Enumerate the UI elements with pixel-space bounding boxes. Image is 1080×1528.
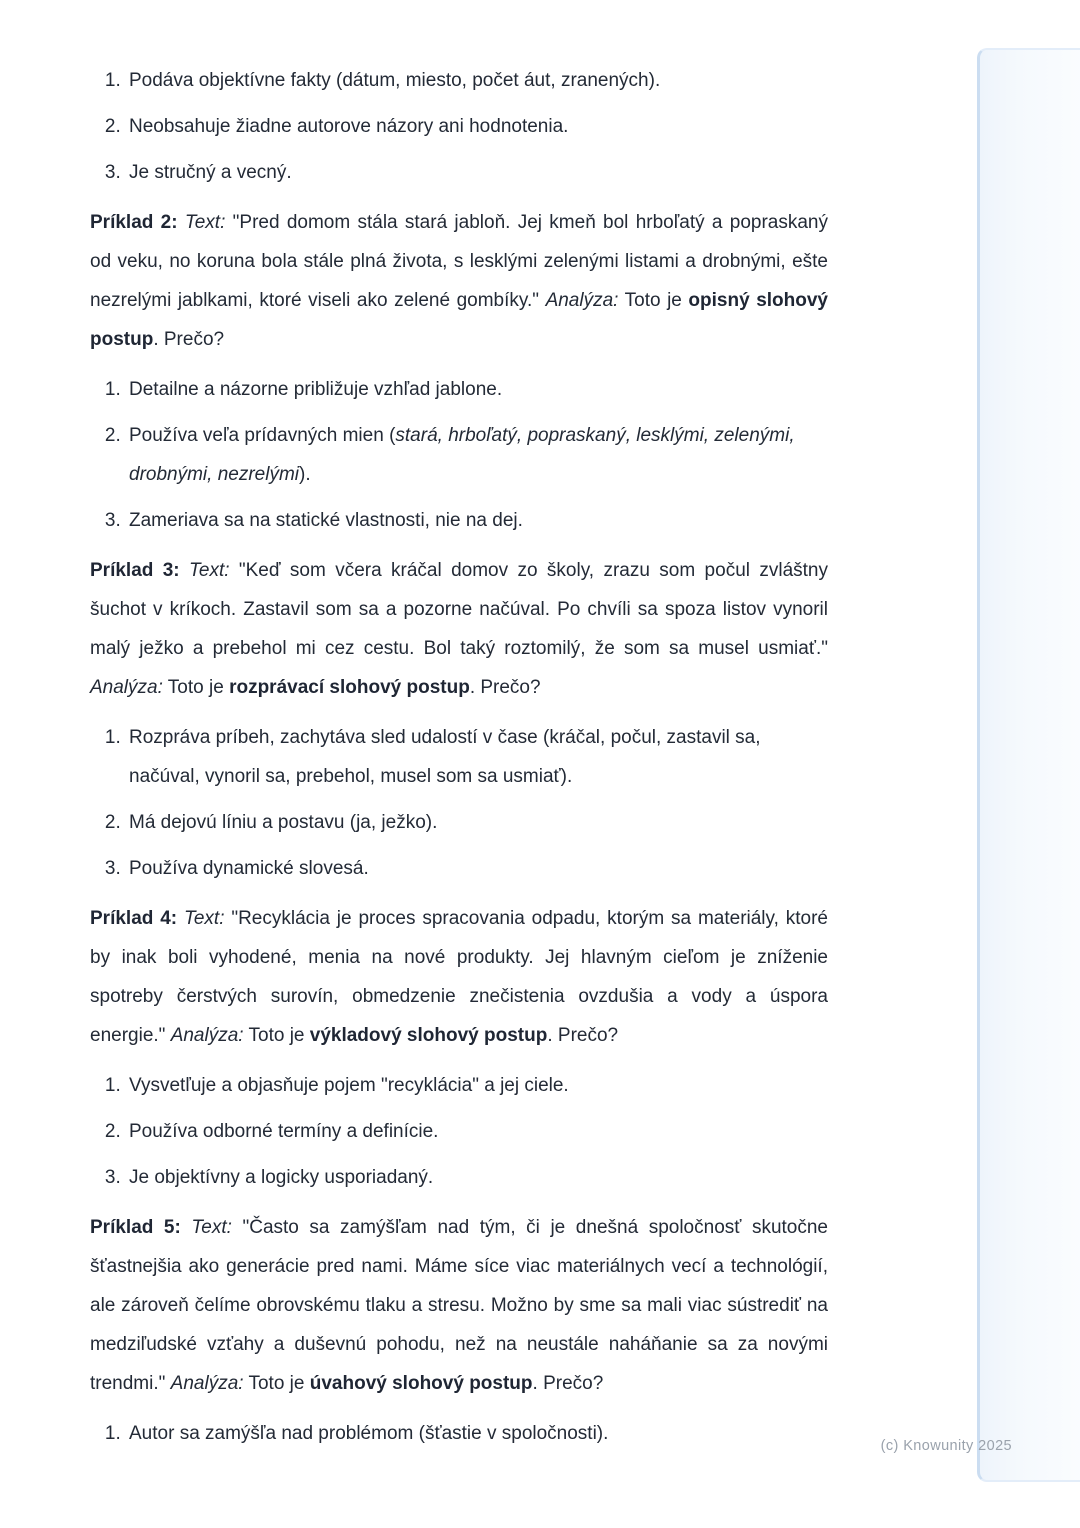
list-reasons-example-1 (90, 61, 828, 192)
italic-text: Analýza: (90, 677, 163, 698)
list-item (126, 1158, 828, 1197)
text-run: Vysvetľuje a objasňuje pojem "recyklácia" a jej ciele. (129, 1075, 569, 1096)
list-item (126, 153, 828, 192)
text-run: Používa veľa prídavných mien ( (129, 425, 396, 446)
list-item (126, 370, 828, 409)
list-item (126, 107, 828, 146)
paragraph-example-3 (90, 551, 828, 707)
text-run: Používa odborné termíny a definície. (129, 1121, 439, 1142)
italic-text: Text: (189, 560, 230, 581)
text-run: Toto je (162, 677, 230, 698)
text-run: . Prečo? (547, 1025, 619, 1046)
list-item (126, 61, 828, 100)
text-run: Rozpráva príbeh, zachytáva sled udalostí v čase (kráčal, počul, zastavil sa, načúval, vynoril sa, prebehol, musel som sa usmiať). (129, 727, 761, 787)
bold-text: výkladový slohový postup (309, 1025, 548, 1046)
text-run: Toto je (243, 1373, 310, 1394)
text-run (181, 1217, 192, 1238)
bold-text: Príklad 4: (90, 908, 178, 929)
text-run: "Keď som včera kráčal domov zo školy, zrazu som počul zvláštny šuchot v kríkoch. Zastavil som sa a pozorne načúval. Po chvíli sa spoza listov vynoril malý ježko a prebehol mi cez cestu. Bol taký roztomilý, že som sa musel usmiať." (90, 560, 828, 659)
bold-text: Príklad 5: (90, 1217, 181, 1238)
text-run: Je stručný a vecný. (129, 162, 292, 183)
bold-text: opisný slohový postup (90, 290, 828, 350)
list-item (126, 416, 828, 494)
text-run: "Pred domom stála stará jabloň. Jej kmeň bol hrboľatý a popraskaný od veku, no koruna bola stále plná života, s lesklými zelenými listami a drobnými, ešte nezrelými jablkami, ktoré viseli ako zelené gombíky." (90, 212, 828, 311)
text-run (178, 212, 185, 233)
list-item (126, 718, 828, 796)
list-item (126, 501, 828, 540)
list-item (126, 1112, 828, 1151)
text-run: Zameriava sa na statické vlastnosti, nie na dej. (129, 510, 523, 531)
paragraph-example-2 (90, 203, 828, 359)
text-run: Autor sa zamýšľa nad problémom (šťastie v spoločnosti). (129, 1423, 609, 1444)
list-item (126, 849, 828, 888)
italic-text: Analýza: (170, 1025, 244, 1046)
italic-text: stará, hrboľatý, popraskaný, lesklými, zelenými, drobnými, nezrelými (129, 425, 795, 485)
italic-text: Analýza: (545, 290, 619, 311)
text-run (180, 560, 189, 581)
text-run: Neobsahuje žiadne autorove názory ani hodnotenia. (129, 116, 569, 137)
text-run: . Prečo? (532, 1373, 604, 1394)
text-run: . Prečo? (153, 329, 225, 350)
italic-text: Text: (191, 1217, 232, 1238)
list-item (126, 1066, 828, 1105)
list-reasons-example-5 (90, 1414, 828, 1453)
list-reasons-example-4 (90, 1066, 828, 1197)
bold-text: Príklad 2: (90, 212, 178, 233)
list-item (126, 1414, 828, 1453)
bold-text: Príklad 3: (90, 560, 180, 581)
italic-text: Text: (184, 212, 226, 233)
text-run: . Prečo? (469, 677, 541, 698)
italic-text: Text: (183, 908, 225, 929)
text-run: Podáva objektívne fakty (dátum, miesto, počet áut, zranených). (129, 70, 661, 91)
bold-text: úvahový slohový postup (309, 1373, 533, 1394)
text-run: Je objektívny a logicky usporiadaný. (129, 1167, 434, 1188)
text-run: ). (299, 464, 311, 485)
text-run: "Často sa zamýšľam nad tým, či je dnešná spoločnosť skutočne šťastnejšia ako generácie pred nami. Máme síce viac materiálnych vecí a technológií, ale zároveň čelíme obrovskému tlaku a stresu. Možno by sme sa mali viac sústrediť na medziľudské vzťahy a duševnú pohodu, než na neustále naháňanie sa za novými trendmi." (90, 1217, 829, 1394)
text-run: Toto je (618, 290, 689, 311)
paragraph-example-4 (90, 899, 828, 1055)
text-run: Toto je (243, 1025, 310, 1046)
italic-text: Analýza: (170, 1373, 244, 1394)
list-item (126, 803, 828, 842)
document-page (90, 50, 828, 1464)
text-run: "Recyklácia je proces spracovania odpadu, ktorým sa materiály, ktoré by inak boli vyhodené, menia na nové produkty. Jej hlavným cieľom je zníženie spotreby čerstvých surovín, obmedzenie znečistenia ovzdušia a vody a úspora energie." (90, 908, 828, 1046)
next-page-preview[interactable] (977, 48, 1080, 1482)
bold-text: rozprávací slohový postup (229, 677, 470, 698)
list-reasons-example-3 (90, 718, 828, 888)
copyright-watermark: (c) Knowunity 2025 (880, 1438, 1012, 1454)
paragraph-example-5 (90, 1208, 828, 1403)
text-run: Má dejovú líniu a postavu (ja, ježko). (129, 812, 438, 833)
text-run: Používa dynamické slovesá. (129, 858, 369, 879)
text-run (177, 908, 184, 929)
text-run: Detailne a názorne približuje vzhľad jablone. (129, 379, 503, 400)
list-reasons-example-2 (90, 370, 828, 540)
